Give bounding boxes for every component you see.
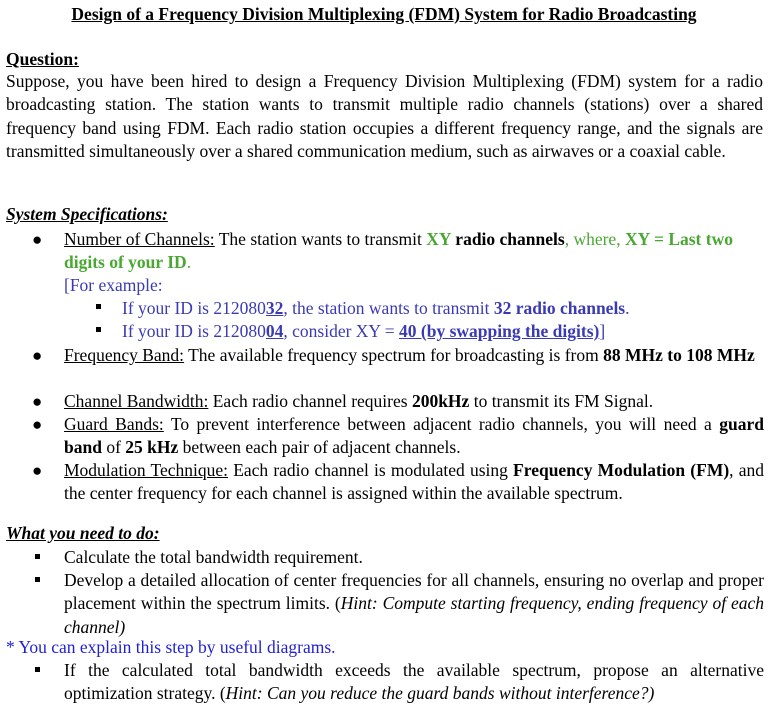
bullet-icon: ● [32,230,43,249]
spec-channels: Number of Channels: The station wants to transmit XY radio channels, where, XY = Last two digits of your ID. [64,229,733,273]
square-bullet-icon [35,667,40,672]
spec-band: Frequency Band: The available frequency spectrum for broadcasting is from 88 MHz to 108 MHz [64,345,755,365]
example-1: If your ID is 21208032, the station wants to transmit 32 radio channels. [122,298,630,318]
bullet-icon: ● [32,346,43,365]
todo-item-1: Calculate the total bandwidth requirement. [64,547,363,567]
square-bullet-icon [35,577,40,582]
square-bullet-icon [96,327,101,332]
xy-highlight: XY [426,229,451,249]
example-2: If your ID is 21208004, consider XY = 40 (by swapping the digits)] [122,321,606,341]
bullet-icon: ● [32,461,43,480]
diagram-note: * You can explain this step by useful diagrams. [6,637,336,657]
bullet-icon: ● [32,415,43,434]
question-body: Suppose, you have been hired to design a Frequency Division Multiplexing (FDM) system for a radio broadcasting station. The station wants to transmit multiple radio channels (stations) over a shared frequency band using FDM. Each radio station occupies a different frequency range, and the signals are transmitted simultaneously over a shared communication medium, such as airwaves or a coaxial cable. [6,71,763,162]
spec-bandwidth: Channel Bandwidth: Each radio channel requires 200kHz to transmit its FM Signal. [64,391,654,411]
square-bullet-icon [96,304,101,309]
question-heading: Question: [6,49,79,69]
bullet-icon: ● [32,392,43,411]
spec-guard: Guard Bands: To prevent interference between adjacent radio channels, you will need a guard band of 25 kHz between each pair of adjacent channels. [64,414,764,458]
channels-label: Number of Channels: [64,229,215,249]
specs-heading: System Specifications: [6,204,168,224]
document-title: Design of a Frequency Division Multiplexing (FDM) System for Radio Broadcasting [71,4,697,24]
spec-modulation: Modulation Technique: Each radio channel is modulated using Frequency Modulation (FM), and the center frequency for each channel is assigned within the available spectrum. [64,460,764,504]
todo-item-3: If the calculated total bandwidth exceeds the available spectrum, propose an alternative optimization strategy. (Hint: Can you reduce the guard bands without interference?) [64,660,764,704]
todo-heading: What you need to do: [6,523,160,543]
todo-item-2: Develop a detailed allocation of center frequencies for all channels, ensuring no overlap and proper placement within the spectrum limits. (Hint: Compute starting frequency, ending frequency of each channel) [64,570,764,637]
example-label: [For example: [64,275,163,295]
xy-definition: XY = Last two digits of your ID [64,229,733,273]
square-bullet-icon [35,554,40,559]
